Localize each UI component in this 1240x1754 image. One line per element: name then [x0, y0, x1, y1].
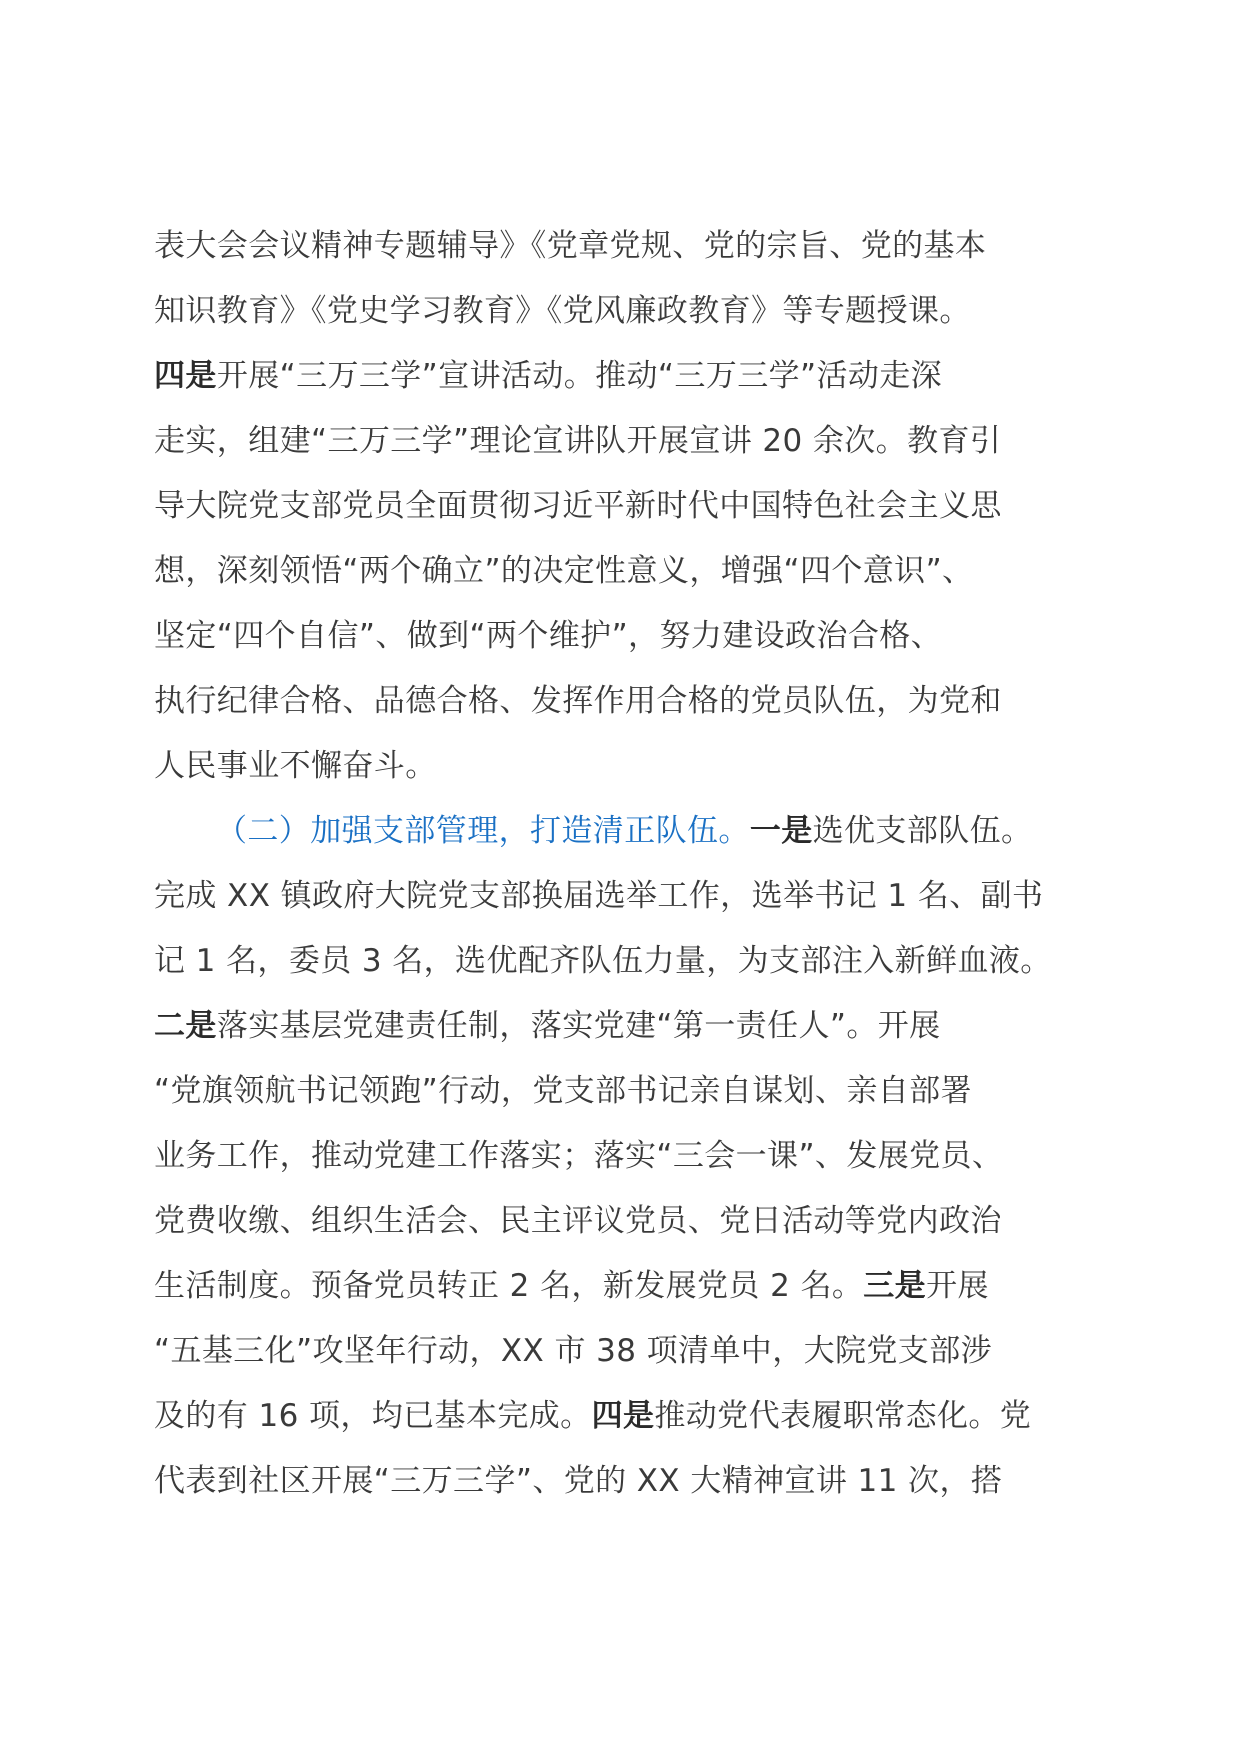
body-text: 表大会会议精神专题辅导》《党章党规、党的宗旨、党的基本: [154, 228, 987, 264]
section-heading: （二）加强支部管理，打造清正队伍。: [216, 813, 750, 849]
text-line: [154, 994, 1094, 1059]
body-text: 坚定“四个自信”、做到“两个维护”，努力建设政治合格、: [154, 618, 943, 654]
text-line: [154, 669, 1094, 734]
text-line: [154, 1254, 1094, 1319]
text-line: [154, 1449, 1094, 1514]
text-line: [154, 474, 1094, 539]
text-line: [154, 604, 1094, 669]
body-text: “党旗领航书记领跑”行动，党支部书记亲自谋划、亲自部署: [154, 1073, 972, 1109]
text-line: [154, 1189, 1094, 1254]
text-line: [154, 539, 1094, 604]
bold-lead-text: 四是: [591, 1398, 655, 1434]
body-text: 党费收缴、组织生活会、民主评议党员、党日活动等党内政治: [154, 1203, 1002, 1239]
text-line: [154, 1059, 1094, 1124]
body-text: 开展“三万三学”宣讲活动。推动“三万三学”活动走深: [216, 358, 943, 394]
body-text: 人民事业不懈奋斗。: [154, 748, 437, 784]
text-line: [154, 279, 1094, 344]
text-line: [154, 929, 1094, 994]
body-text: 导大院党支部党员全面贯彻习近平新时代中国特色社会主义思: [154, 488, 1002, 524]
body-text: 推动党代表履职常态化。党: [654, 1398, 1032, 1434]
text-line: [154, 409, 1094, 474]
text-line: [154, 214, 1094, 279]
section-heading-line: [154, 799, 1094, 864]
body-text: 生活制度。预备党员转正 2 名，新发展党员 2 名。: [154, 1268, 864, 1304]
bold-lead-text: 四是: [154, 358, 217, 394]
text-line: [154, 1319, 1094, 1384]
body-text: 开展: [926, 1268, 989, 1304]
text-line: [154, 1124, 1094, 1189]
bold-lead-text: 一是: [749, 813, 813, 849]
body-text: “五基三化”攻坚年行动，XX 市 38 项清单中，大院党支部涉: [154, 1333, 992, 1369]
body-text: 执行纪律合格、品德合格、发挥作用合格的党员队伍，为党和: [154, 683, 1002, 719]
body-text: 走实，组建“三万三学”理论宣讲队开展宣讲 20 余次。教育引: [154, 423, 1002, 459]
text-line: [154, 864, 1094, 929]
body-text: 完成 XX 镇政府大院党支部换届选举工作，选举书记 1 名、副书: [154, 878, 1044, 914]
body-text: 业务工作，推动党建工作落实；落实“三会一课”、发展党员、: [154, 1138, 1004, 1174]
body-text: 选优支部队伍。: [812, 813, 1033, 849]
text-line: [154, 734, 1094, 799]
body-text: 知识教育》《党史学习教育》《党风廉政教育》等专题授课。: [154, 293, 971, 329]
body-text: 落实基层党建责任制，落实党建“第一责任人”。开展: [216, 1008, 941, 1044]
body-text: 想，深刻领悟“两个确立”的决定性意义，增强“四个意识”、: [154, 553, 974, 589]
document-body: [154, 214, 1094, 1514]
body-text: 代表到社区开展“三万三学”、党的 XX 大精神宣讲 11 次，搭: [154, 1463, 1003, 1499]
text-line: [154, 344, 1094, 409]
body-text: 及的有 16 项，均已基本完成。: [154, 1398, 592, 1434]
bold-lead-text: 三是: [863, 1268, 927, 1304]
bold-lead-text: 二是: [154, 1008, 217, 1044]
text-line: [154, 1384, 1094, 1449]
body-text: 记 1 名，委员 3 名，选优配齐队伍力量，为支部注入新鲜血液。: [154, 943, 1052, 979]
